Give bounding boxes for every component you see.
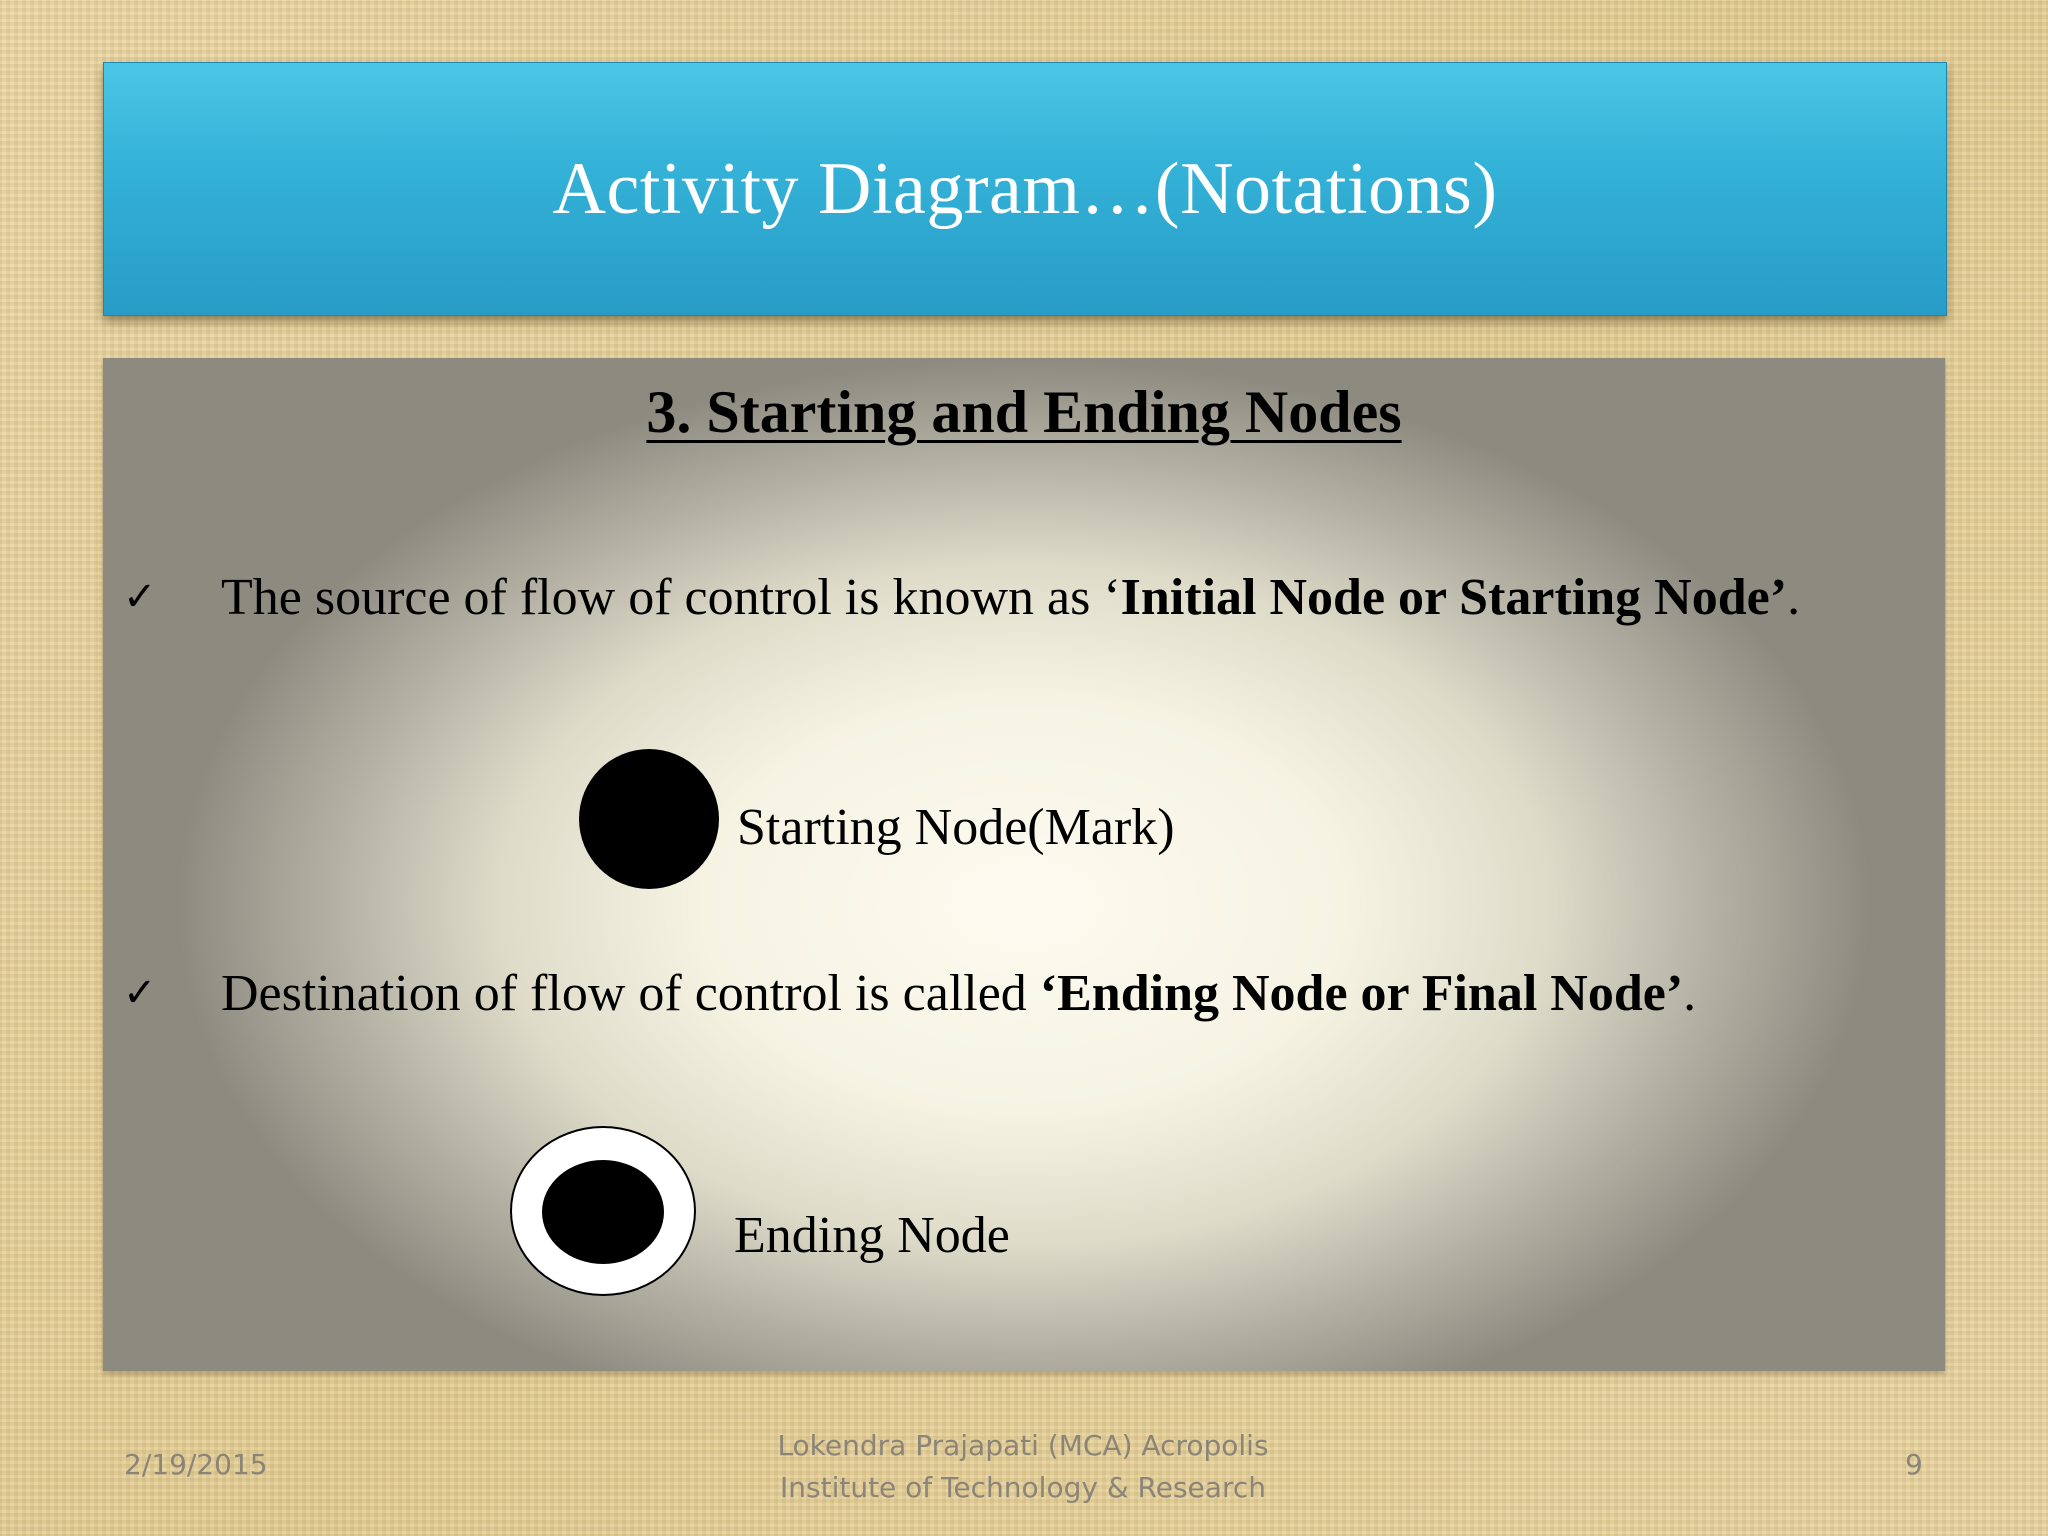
bullet-plain-text: Destination of flow of control is called [221, 965, 1040, 1022]
starting-node-symbol [579, 749, 719, 889]
bullet-plain-text: The source of flow of control is known as ‘ [221, 569, 1121, 626]
bullet-initial-node [123, 564, 1883, 631]
slide-title-bar [103, 62, 1947, 316]
ending-node-symbol [510, 1126, 696, 1296]
footer-date: 2/19/2015 [124, 1448, 268, 1481]
bullet-text [221, 960, 1883, 1027]
bullet-suffix: . [1683, 965, 1697, 1022]
bullet-text [221, 564, 1883, 631]
bullet-final-node [123, 960, 1883, 1027]
ending-node-inner-dot [542, 1160, 664, 1264]
footer-page-number: 9 [1905, 1448, 1923, 1481]
slide-content-box [103, 358, 1945, 1371]
check-icon: ✓ [123, 970, 157, 1016]
footer-author [723, 1425, 1323, 1509]
section-heading-text: 3. Starting and Ending Nodes [646, 379, 1402, 445]
slide-title: Activity Diagram…(Notations) [552, 147, 1498, 230]
bullet-suffix: . [1787, 569, 1801, 626]
ending-node-label: Ending Node [734, 1207, 1010, 1264]
footer-author-line2: Institute of Technology & Research [780, 1471, 1266, 1504]
bullet-bold-text: Initial Node or Starting Node’ [1120, 569, 1788, 626]
check-icon: ✓ [123, 574, 157, 620]
section-heading [103, 378, 1945, 447]
starting-node-label: Starting Node(Mark) [737, 799, 1175, 856]
bullet-bold-text: ‘Ending Node or Final Node’ [1039, 965, 1684, 1022]
footer-author-line1: Lokendra Prajapati (MCA) Acropolis [777, 1429, 1269, 1462]
